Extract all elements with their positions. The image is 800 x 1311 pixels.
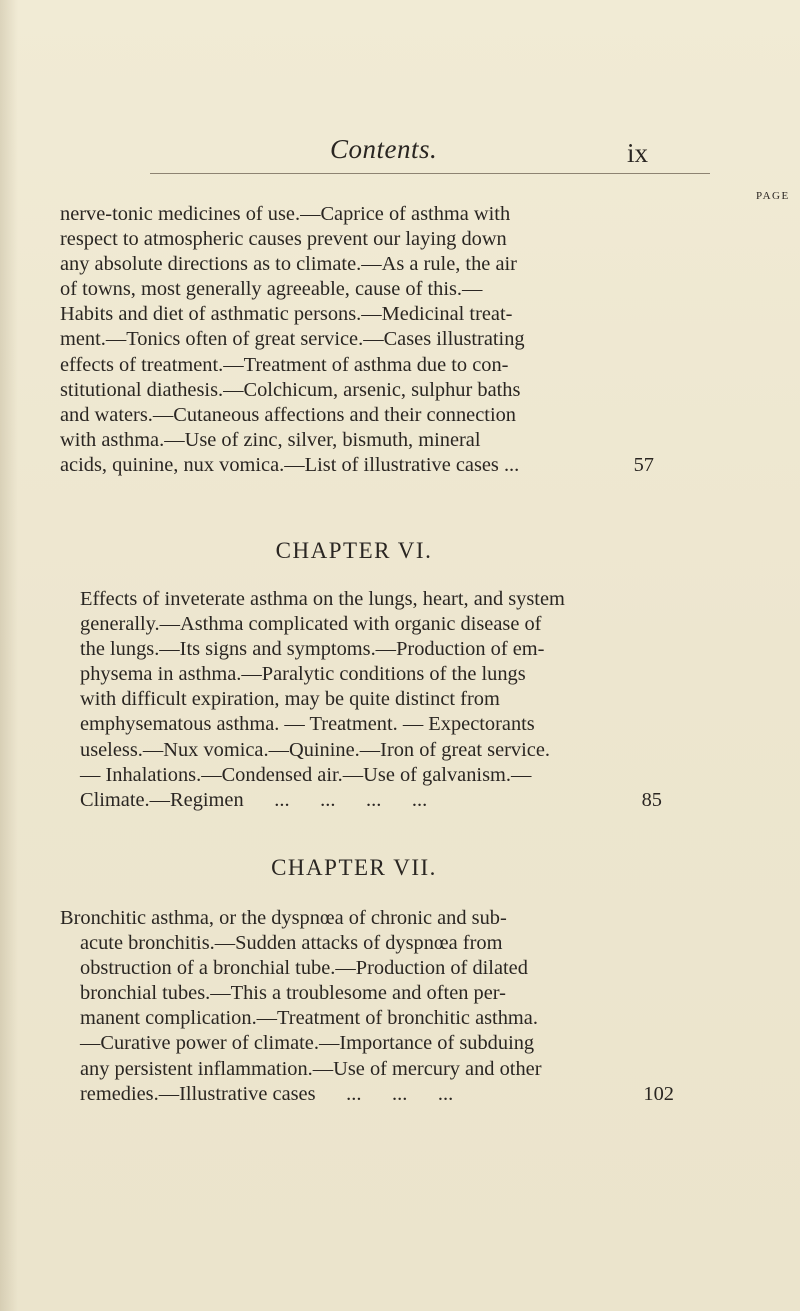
summary-line: — Inhalations.—Condensed air.—Use of galvanism.— <box>80 763 532 786</box>
summary-line: the lungs.—Its signs and symptoms.—Production of em- <box>80 638 545 661</box>
chapter-heading: CHAPTER VI. <box>275 538 433 563</box>
page-number: 102 <box>643 1082 674 1105</box>
chapter7-summary <box>60 906 674 1107</box>
summary-line: manent complication.—Treatment of bronchitic asthma. <box>80 1007 538 1030</box>
summary-line: physema in asthma.—Paralytic conditions of the lungs <box>80 663 526 686</box>
summary-line: respect to atmospheric causes prevent our laying down <box>60 228 507 251</box>
summary-line: nerve-tonic medicines of use.—Caprice of asthma with <box>60 203 511 225</box>
summary-line: effects of treatment.—Treatment of asthma due to con- <box>60 353 509 376</box>
summary-line: with asthma.—Use of zinc, silver, bismuth, mineral <box>60 428 481 451</box>
summary-line: remedies.—Illustrative cases ... ... ... <box>80 1082 454 1105</box>
summary-line: obstruction of a bronchial tube.—Production of dilated <box>80 957 528 980</box>
summary-line: with difficult expiration, may be quite distinct from <box>80 688 500 711</box>
summary-line: Effects of inveterate asthma on the lungs, heart, and system <box>80 588 565 610</box>
chapter-heading: CHAPTER VII. <box>271 855 437 880</box>
folio-number: ix <box>627 138 649 168</box>
page-number: 85 <box>641 788 662 811</box>
gutter-shadow <box>0 0 18 1311</box>
summary-line: Climate.—Regimen ... ... ... ... <box>80 788 428 811</box>
summary-line: useless.—Nux vomica.—Quinine.—Iron of great service. <box>80 738 550 761</box>
summary-line: of towns, most generally agreeable, cause of this.— <box>60 278 483 301</box>
summary-last-line <box>60 1082 674 1107</box>
summary-line: emphysematous asthma. — Treatment. — Expectorants <box>80 713 535 736</box>
header-rule <box>150 173 710 174</box>
summary-line: Bronchitic asthma, or the dyspnœa of chronic and sub- <box>60 907 507 929</box>
summary-line: any absolute directions as to climate.—As a rule, the air <box>60 253 517 276</box>
summary-line: any persistent inflammation.—Use of mercury and other <box>80 1057 542 1080</box>
summary-line: acids, quinine, nux vomica.—List of illustrative cases ... <box>60 453 520 476</box>
running-head: Contents. <box>330 134 438 164</box>
page-column-label: PAGE <box>756 190 790 202</box>
summary-last-line <box>80 788 662 813</box>
summary-line: ment.—Tonics often of great service.—Cases illustrating <box>60 328 525 351</box>
summary-line: and waters.—Cutaneous affections and their connection <box>60 403 517 426</box>
chapter6-summary <box>80 587 662 813</box>
summary-line: stitutional diathesis.—Colchicum, arsenic, sulphur baths <box>60 378 521 401</box>
page-number: 57 <box>633 453 654 476</box>
chapter5-summary <box>60 202 654 478</box>
summary-line: acute bronchitis.—Sudden attacks of dyspnœa from <box>80 932 503 955</box>
summary-line: generally.—Asthma complicated with organic disease of <box>80 613 542 636</box>
summary-line: —Curative power of climate.—Importance of subduing <box>80 1032 535 1055</box>
summary-last-line <box>60 453 654 478</box>
summary-line: bronchial tubes.—This a troublesome and often per- <box>80 982 506 1005</box>
summary-line: Habits and diet of asthmatic persons.—Medicinal treat- <box>60 303 513 326</box>
